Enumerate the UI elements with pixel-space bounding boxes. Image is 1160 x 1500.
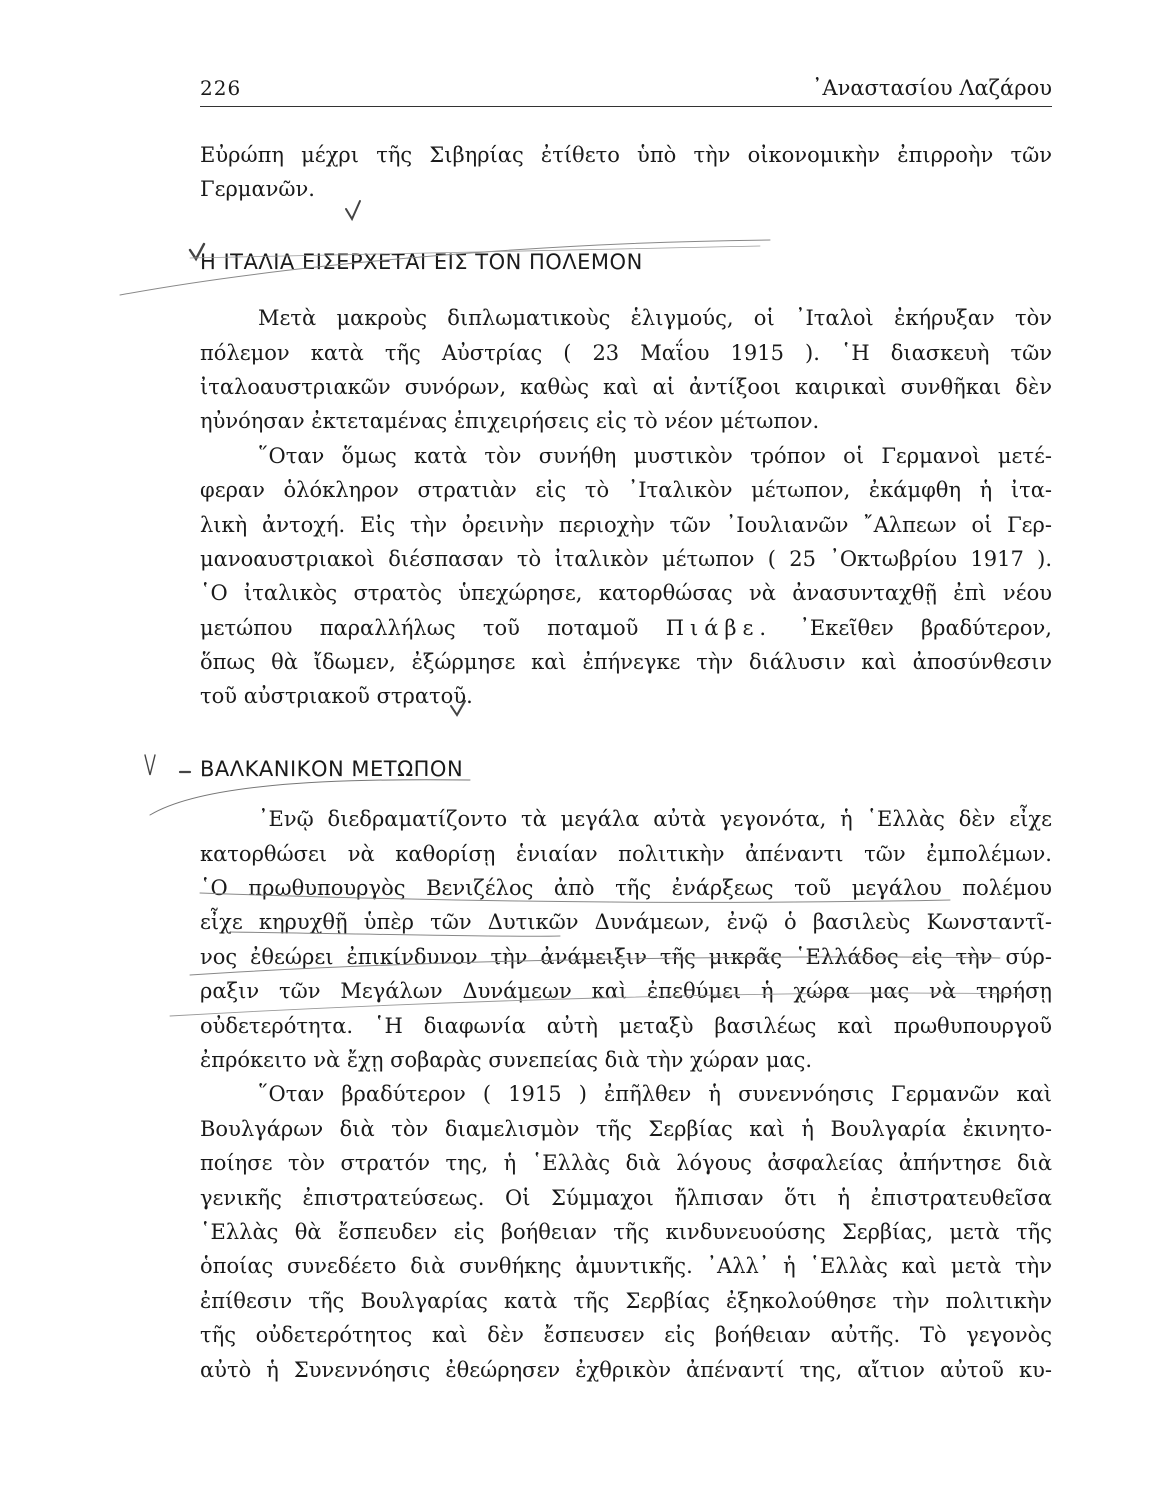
text-line: Εὐρώπη μέχρι τῆς Σιβηρίας ἐτίθετο ὑπὸ τὴν οἰκονομικὴν ἐπιρροὴν τῶν bbox=[200, 143, 1052, 167]
text-line: ὅπως θὰ ἴδωμεν, ἐξώρμησε καὶ ἐπήνεγκε τὴν διάλυσιν καὶ ἀποσύνθεσιν bbox=[200, 650, 1052, 675]
text-line: αὐτὸ ἡ Συνεννόησις ἐθεώρησεν ἐχθρικὸν ἀπέναντί της, αἴτιον αὐτοῦ κυ- bbox=[200, 1357, 1052, 1382]
river-name: Πιάβε. bbox=[665, 615, 773, 640]
tick-mark-icon bbox=[145, 755, 155, 775]
text-line: οὐδετερότητα. ῾Η διαφωνία αὐτὴ μεταξὺ βασιλέως καὶ πρωθυπουργοῦ bbox=[200, 1013, 1052, 1038]
text-line: ῾Ελλὰς θὰ ἔσπευδεν εἰς βοήθειαν τῆς κινδυνευούσης Σερβίας, μετὰ τῆς bbox=[200, 1219, 1052, 1244]
text-line bbox=[200, 611, 1052, 645]
text-line: μανοαυστριακοὶ διέσπασαν τὸ ἰταλικὸν μέτωπον ( 25 ᾿Οκτωβρίου 1917 ). bbox=[200, 546, 1052, 571]
text-line: γενικῆς ἐπιστρατεύσεως. Οἱ Σύμμαχοι ἤλπισαν ὅτι ἡ ἐπιστρατευθεῖσα bbox=[200, 1185, 1052, 1210]
text-line: ἐπρόκειτο νὰ ἔχῃ σοβαρὰς συνεπείας διὰ τὴν χώραν μας. bbox=[200, 1047, 813, 1072]
page-body bbox=[200, 138, 1052, 1387]
text-line: ποίησε τὸν στρατόν της, ἡ ῾Ελλὰς διὰ λόγους ἀσφαλείας ἀπήντησε διὰ bbox=[200, 1151, 1052, 1176]
paragraph-3 bbox=[200, 439, 1052, 714]
text-line: κατορθώσει νὰ καθορίσῃ ἑνιαίαν πολιτικὴν ἀπέναντι τῶν ἐμπολέμων. bbox=[200, 841, 1052, 866]
text-line: ραξιν τῶν Μεγάλων Δυνάμεων καὶ ἐπεθύμει ἡ χώρα μας νὰ τηρήσῃ bbox=[200, 979, 1052, 1004]
section-heading-italy: Η ΙΤΑΛΙΑ ΕΙΣΕΡΧΕΤΑΙ ΕΙΣ ΤΟΝ ΠΟΛΕΜΟΝ bbox=[200, 249, 643, 274]
text-fragment: ᾿Εκεῖθεν βραδύτερον, bbox=[799, 615, 1052, 640]
text-line: Μετὰ μακροὺς διπλωματικοὺς ἑλιγμούς, οἱ ᾿Ιταλοὶ ἐκήρυξαν τὸν bbox=[258, 306, 1052, 331]
text-line: ηὐνόησαν ἐκτεταμένας ἐπιχειρήσεις εἰς τὸ νέον μέτωπον. bbox=[200, 409, 820, 434]
text-line: ῞Οταν ὅμως κατὰ τὸν συνήθη μυστικὸν τρόπον οἱ Γερμανοὶ μετέ- bbox=[258, 443, 1052, 468]
paragraph-4 bbox=[200, 802, 1052, 1077]
running-head: ᾿Αναστασίου Λαζάρου bbox=[811, 76, 1052, 100]
paragraph-2 bbox=[200, 301, 1052, 439]
page-header bbox=[200, 76, 1052, 104]
text-line: λικὴ ἀντοχή. Εἰς τὴν ὀρεινὴν περιοχὴν τῶν ᾿Ιουλιανῶν ῎Αλπεων οἱ Γερ- bbox=[200, 512, 1052, 537]
text-line: ἰταλοαυστριακῶν συνόρων, καθὼς καὶ αἱ ἀντίξοοι καιρικαὶ συνθῆκαι δὲν bbox=[200, 374, 1052, 399]
text-line: ὁποίας συνεδέετο διὰ συνθήκης ἀμυντικῆς. ᾿Αλλ᾿ ἡ ῾Ελλὰς καὶ μετὰ τὴν bbox=[200, 1254, 1052, 1279]
text-line: ῞Οταν βραδύτερον ( 1915 ) ἐπῆλθεν ἡ συνεννόησις Γερμανῶν καὶ bbox=[258, 1082, 1052, 1107]
text-line: εἶχε κηρυχθῇ ὑπὲρ τῶν Δυτικῶν Δυνάμεων, ἐνῷ ὁ βασιλεὺς Κωνσταντῖ- bbox=[200, 910, 1052, 935]
text-line: ῾Ο ἰταλικὸς στρατὸς ὑπεχώρησε, κατορθώσας νὰ ἀνασυνταχθῇ ἐπὶ νέου bbox=[200, 581, 1052, 606]
text-line: τῆς οὐδετερότητος καὶ δὲν ἔσπευσεν εἰς βοήθειαν αὐτῆς. Τὸ γεγονὸς bbox=[200, 1323, 1052, 1348]
text-line: νος ἐθεώρει ἐπικίνδυνον τὴν ἀνάμειξιν τῆς μικρᾶς ῾Ελλάδος εἰς τὴν σύρ- bbox=[200, 944, 1052, 969]
header-rule bbox=[200, 106, 1052, 107]
text-line: Βουλγάρων διὰ τὸν διαμελισμὸν τῆς Σερβίας καὶ ἡ Βουλγαρία ἐκινητο- bbox=[200, 1116, 1052, 1141]
paragraph-1 bbox=[200, 138, 1052, 207]
text-line: φεραν ὁλόκληρον στρατιὰν εἰς τὸ ᾿Ιταλικὸν μέτωπον, ἐκάμφθη ἡ ἰτα- bbox=[200, 478, 1052, 503]
text-line: ἐπίθεσιν τῆς Βουλγαρίας κατὰ τῆς Σερβίας ἐξηκολούθησε τὴν πολιτικὴν bbox=[200, 1288, 1052, 1313]
paragraph-5 bbox=[200, 1077, 1052, 1387]
page-number: 226 bbox=[200, 76, 242, 100]
text-line: ᾿Ενῷ διεδραματίζοντο τὰ μεγάλα αὐτὰ γεγονότα, ἡ ῾Ελλὰς δὲν εἶχε bbox=[258, 807, 1052, 832]
section-heading-balkan: ΒΑΛΚΑΝΙΚΟΝ ΜΕΤΩΠΟΝ bbox=[200, 756, 464, 781]
text-line: Γερμανῶν. bbox=[200, 177, 315, 202]
text-line: πόλεμον κατὰ τῆς Αὐστρίας ( 23 Μαΐου 1915 ). ῾Η διασκευὴ τῶν bbox=[200, 340, 1052, 365]
text-fragment: μετώπου παραλλήλως τοῦ ποταμοῦ bbox=[200, 615, 639, 640]
text-line: τοῦ αὐστριακοῦ στρατοῦ. bbox=[200, 684, 473, 709]
text-line: ῾Ο πρωθυπουργὸς Βενιζέλος ἀπὸ τῆς ἐνάρξεως τοῦ μεγάλου πολέμου bbox=[200, 876, 1052, 901]
